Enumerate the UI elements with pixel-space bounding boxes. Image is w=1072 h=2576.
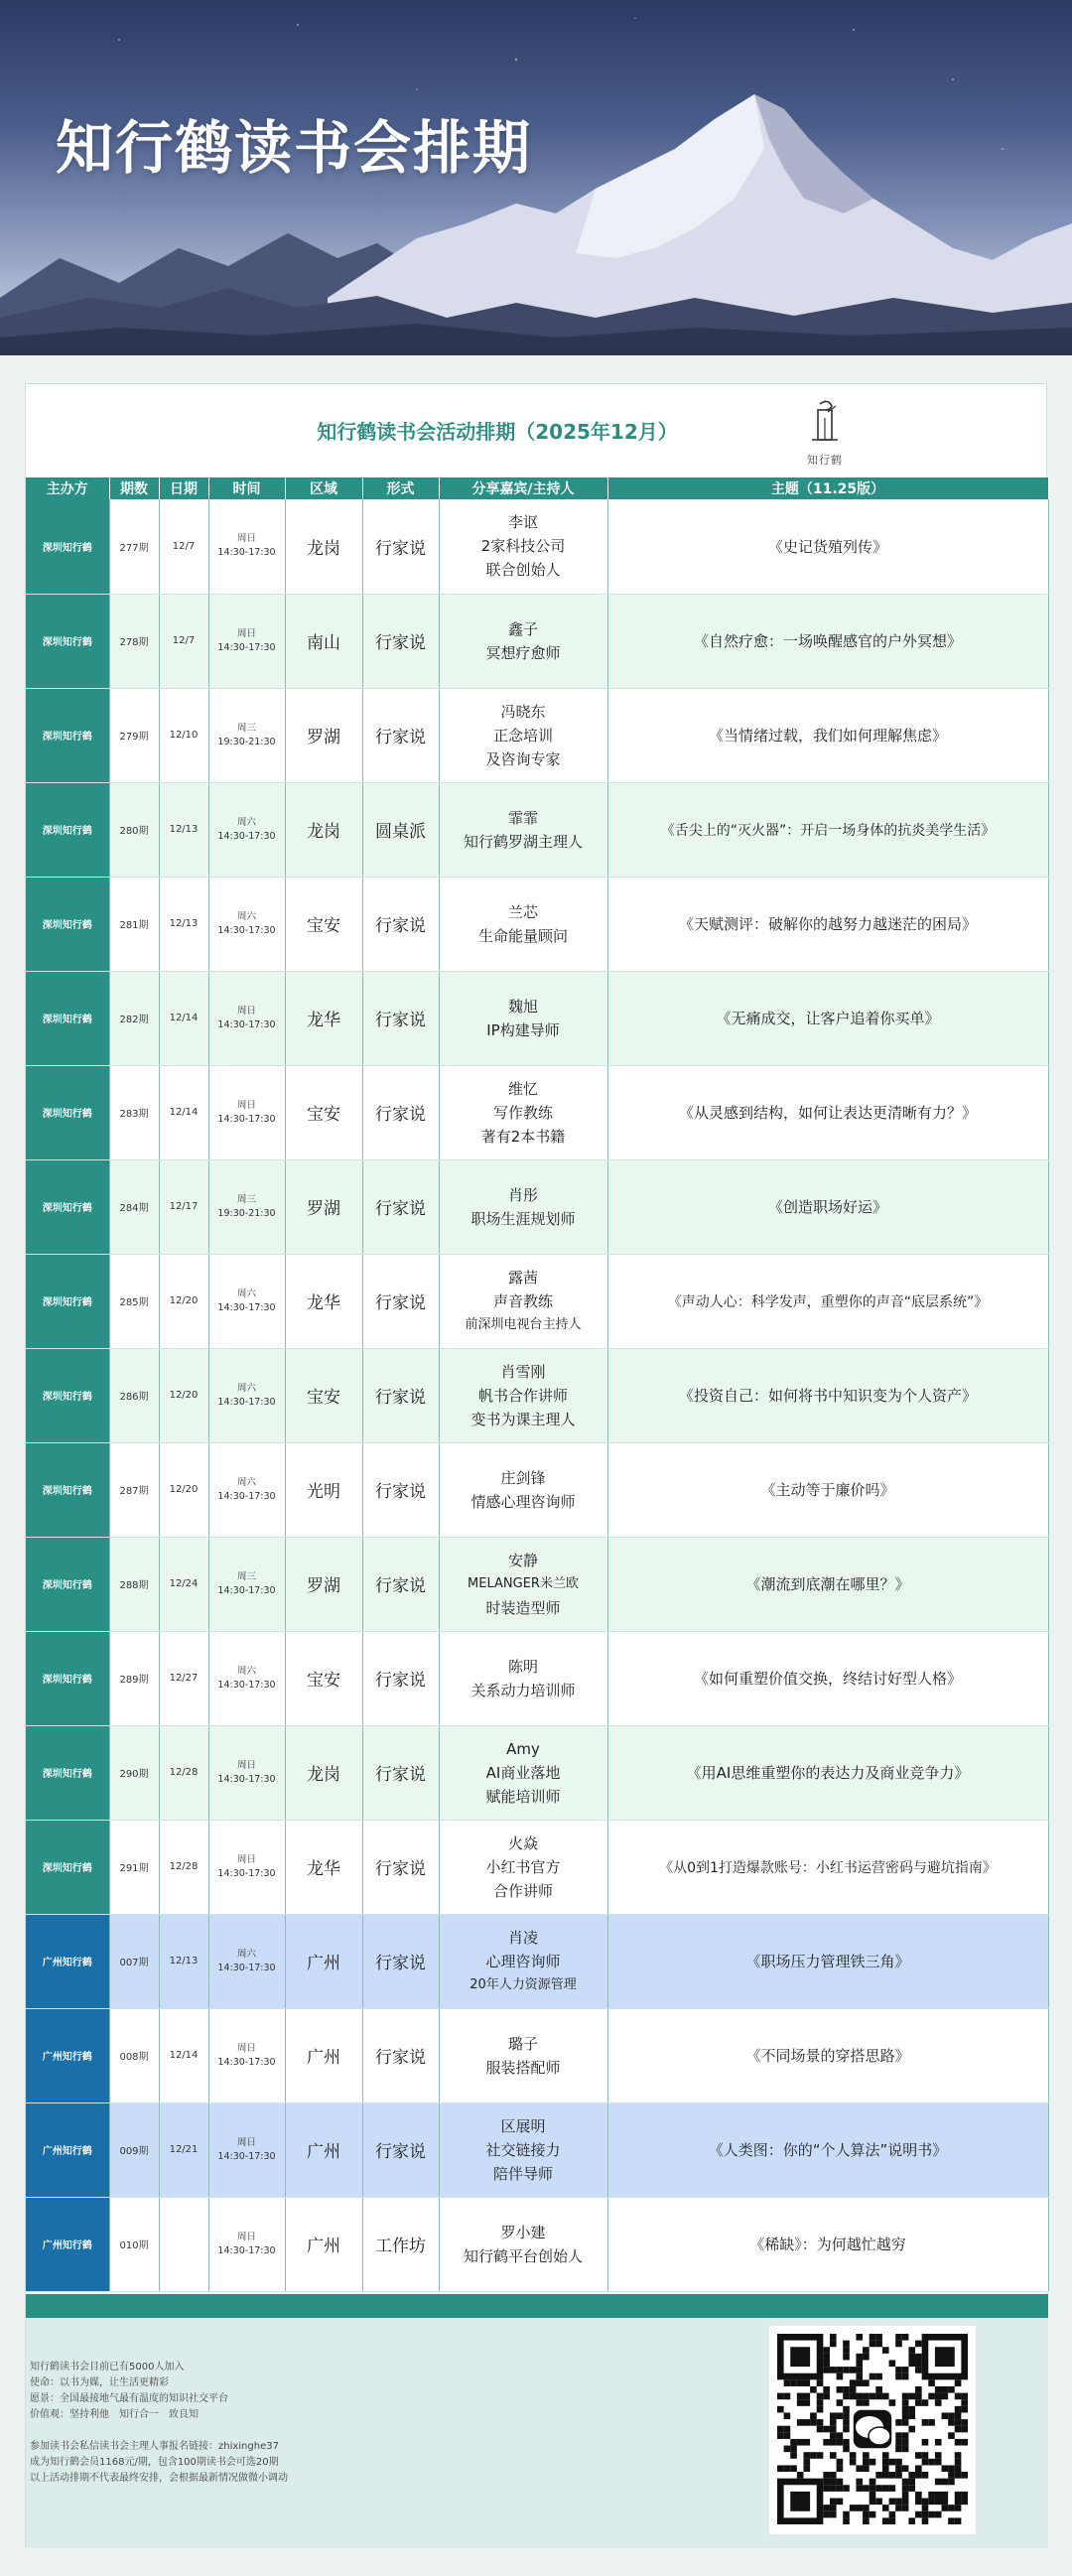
time-range: 14:30-17:30: [217, 1584, 276, 1596]
format-cell: 行家说: [362, 1348, 439, 1442]
organizer-cell: 深圳知行鹤: [26, 1254, 109, 1348]
weekday: 周日: [236, 1005, 256, 1017]
topic-cell: 《投资自己：如何将书中知识变为个人资产》: [607, 1348, 1048, 1442]
table-row: [26, 594, 1048, 688]
topic-cell: 《从0到1打造爆款账号：小红书运营密码与避坑指南》: [607, 1820, 1048, 1914]
area-cell: 广州: [285, 2008, 362, 2102]
guest-title: 声音教练: [492, 1291, 553, 1310]
organizer-cell: 深圳知行鹤: [26, 1725, 109, 1820]
organizer-cell: 广州知行鹤: [26, 2102, 109, 2197]
weekday: 周日: [236, 2136, 256, 2148]
footer-line: 愿景：全国最接地气最有温度的知识社交平台: [30, 2393, 228, 2404]
topic-cell: 《如何重塑价值交换，终结讨好型人格》: [607, 1631, 1048, 1725]
footer-line: 以上活动排期不代表最终安排，会根据最新情况做微小调动: [30, 2473, 288, 2484]
format-cell: 行家说: [362, 2102, 439, 2197]
guest-cell: [439, 971, 607, 1065]
time-cell: [208, 688, 285, 782]
topic-cell: 《舌尖上的“灭火器”：开启一场身体的抗炎美学生活》: [607, 782, 1048, 877]
footer-line: [30, 2423, 288, 2439]
wechat-icon: [854, 2410, 891, 2448]
area-cell: 广州: [285, 1914, 362, 2008]
format-cell: 行家说: [362, 688, 439, 782]
date-cell: 12/13: [159, 782, 208, 877]
issue-cell: 008期: [109, 2008, 159, 2102]
guest-name: 陈明: [507, 1657, 538, 1676]
guest-title: 正念培训: [492, 726, 553, 745]
date-cell: 12/7: [159, 594, 208, 688]
area-cell: 广州: [285, 2102, 362, 2197]
guest-cell: [439, 594, 607, 688]
organizer-cell: 深圳知行鹤: [26, 688, 109, 782]
weekday: 周六: [236, 1948, 256, 1960]
guest-cell: [439, 499, 607, 594]
date-cell: 12/24: [159, 1537, 208, 1631]
guest-title: 情感心理咨询师: [470, 1492, 576, 1511]
area-cell: 龙岗: [285, 782, 362, 877]
guest-cell: [439, 1914, 607, 2008]
date-cell: 12/20: [159, 1348, 208, 1442]
time-range: 14:30-17:30: [217, 1679, 276, 1691]
organizer-cell: 深圳知行鹤: [26, 877, 109, 971]
weekday: 周六: [236, 1665, 256, 1677]
weekday: 周三: [236, 1570, 256, 1582]
date-cell: 12/21: [159, 2102, 208, 2197]
issue-cell: 277期: [109, 499, 159, 594]
topic-cell: 《无痛成交，让客户追着你买单》: [607, 971, 1048, 1065]
weekday: 周日: [236, 627, 256, 639]
date-cell: 12/14: [159, 2008, 208, 2102]
organizer-cell: 深圳知行鹤: [26, 1820, 109, 1914]
date-cell: 12/20: [159, 1442, 208, 1537]
guest-name: 冯晓东: [500, 702, 546, 721]
area-cell: 龙岗: [285, 499, 362, 594]
organizer-cell: 深圳知行鹤: [26, 499, 109, 594]
format-cell: 行家说: [362, 1820, 439, 1914]
guest-cell: [439, 1065, 607, 1159]
guest-name: 肖雪刚: [500, 1362, 546, 1381]
table-row: [26, 877, 1048, 971]
time-cell: [208, 594, 285, 688]
guest-cell: [439, 877, 607, 971]
issue-cell: 281期: [109, 877, 159, 971]
organizer-cell: 深圳知行鹤: [26, 971, 109, 1065]
guest-title: 著有2本书籍: [480, 1127, 566, 1146]
guest-title: 时装造型师: [485, 1598, 561, 1617]
weekday: 周日: [236, 1099, 256, 1111]
time-cell: [208, 1820, 285, 1914]
format-cell: 行家说: [362, 1914, 439, 2008]
area-cell: 宝安: [285, 877, 362, 971]
topic-cell: 《从灵感到结构，如何让表达更清晰有力？》: [607, 1065, 1048, 1159]
time-cell: [208, 877, 285, 971]
issue-cell: 285期: [109, 1254, 159, 1348]
weekday: 周三: [236, 722, 256, 734]
weekday: 周六: [236, 816, 256, 828]
format-cell: 行家说: [362, 971, 439, 1065]
guest-title: 20年人力资源管理: [469, 1976, 577, 1992]
table-header-row: [26, 477, 1048, 499]
topic-cell: 《职场压力管理铁三角》: [607, 1914, 1048, 2008]
footer-line: 成为知行鹤会员1168元/期，包含100期读书会可选20期: [30, 2457, 279, 2468]
time-cell: [208, 1348, 285, 1442]
time-range: 14:30-17:30: [217, 1773, 276, 1785]
guest-title: 变书为课主理人: [470, 1410, 576, 1428]
footer-line: 知行鹤读书会目前已有5000人加入: [30, 2362, 185, 2373]
guest-name: 火焱: [507, 1833, 538, 1852]
guest-cell: [439, 688, 607, 782]
guest-name: 鑫子: [507, 619, 538, 638]
date-cell: 12/7: [159, 499, 208, 594]
time-range: 14:30-17:30: [217, 1018, 276, 1030]
guest-title: 及咨询专家: [485, 749, 561, 768]
issue-cell: 007期: [109, 1914, 159, 2008]
guest-cell: [439, 1820, 607, 1914]
guest-cell: [439, 1631, 607, 1725]
hero-banner: [0, 0, 1072, 355]
topic-cell: 《用AI思维重塑你的表达力及商业竞争力》: [607, 1725, 1048, 1820]
weekday: 周六: [236, 1382, 256, 1394]
guest-title: 生命能量顾问: [477, 926, 568, 945]
guest-title: IP构建导师: [486, 1020, 560, 1039]
format-cell: 行家说: [362, 499, 439, 594]
guest-cell: [439, 2197, 607, 2291]
time-range: 14:30-17:30: [217, 830, 276, 842]
guest-cell: [439, 1725, 607, 1820]
guest-title: 联合创始人: [485, 561, 561, 580]
topic-cell: 《天赋测评：破解你的越努力越迷茫的困局》: [607, 877, 1048, 971]
guest-title: MELANGER米兰欧: [468, 1575, 579, 1591]
topic-cell: 《声动人心：科学发声，重塑你的声音“底层系统”》: [607, 1254, 1048, 1348]
footer-line: 使命：以书为媒，让生活更精彩: [30, 2377, 169, 2388]
guest-name: 肖彤: [507, 1185, 538, 1204]
guest-title: 2家科技公司: [480, 537, 566, 556]
organizer-cell: 深圳知行鹤: [26, 1348, 109, 1442]
issue-cell: 289期: [109, 1631, 159, 1725]
guest-title: 心理咨询师: [485, 1952, 561, 1970]
topic-cell: 《潮流到底潮在哪里？》: [607, 1537, 1048, 1631]
card-header: [26, 384, 1048, 477]
date-cell: 12/13: [159, 877, 208, 971]
guest-name: 兰芯: [507, 902, 538, 921]
table-row: [26, 782, 1048, 877]
time-cell: [208, 1631, 285, 1725]
guest-cell: [439, 1442, 607, 1537]
issue-cell: 291期: [109, 1820, 159, 1914]
issue-cell: 280期: [109, 782, 159, 877]
area-cell: 罗湖: [285, 1159, 362, 1254]
date-cell: 12/28: [159, 1725, 208, 1820]
area-cell: 龙岗: [285, 1725, 362, 1820]
area-cell: 龙华: [285, 1254, 362, 1348]
time-range: 14:30-17:30: [217, 641, 276, 653]
time-range: 19:30-21:30: [217, 736, 276, 747]
guest-title: 冥想疗愈师: [485, 643, 561, 662]
table-row: [26, 1442, 1048, 1537]
table-row: [26, 2102, 1048, 2197]
table-bottom-bar: [26, 2294, 1048, 2318]
guest-title: 帆书合作讲师: [477, 1386, 568, 1405]
guest-title: 社交链接力: [485, 2140, 561, 2159]
date-cell: 12/14: [159, 971, 208, 1065]
guest-title: 关系动力培训师: [470, 1681, 576, 1699]
guest-name: 露茜: [507, 1268, 538, 1287]
header-date: 日期: [159, 477, 208, 499]
topic-cell: 《人类图：你的“个人算法”说明书》: [607, 2102, 1048, 2197]
guest-name: 璐子: [507, 2034, 538, 2053]
guest-title: 知行鹤罗湖主理人: [463, 832, 583, 851]
header-guest: 分享嘉宾/主持人: [439, 477, 607, 499]
weekday: 周日: [236, 533, 256, 545]
issue-cell: 290期: [109, 1725, 159, 1820]
time-cell: [208, 1159, 285, 1254]
header-area: 区域: [285, 477, 362, 499]
format-cell: 行家说: [362, 1065, 439, 1159]
time-range: 19:30-21:30: [217, 1207, 276, 1219]
table-row: [26, 499, 1048, 594]
guest-title: 写作教练: [492, 1103, 553, 1122]
qr-code-image: [777, 2334, 968, 2526]
table-body: [26, 499, 1048, 2291]
format-cell: 行家说: [362, 594, 439, 688]
guest-title: 赋能培训师: [485, 1787, 561, 1806]
time-range: 14:30-17:30: [217, 2056, 276, 2068]
schedule-card: [25, 383, 1047, 2547]
topic-cell: 《当情绪过载，我们如何理解焦虑》: [607, 688, 1048, 782]
time-range: 14:30-17:30: [217, 1396, 276, 1408]
weekday: 周六: [236, 1476, 256, 1488]
header-time: 时间: [208, 477, 285, 499]
area-cell: 龙华: [285, 971, 362, 1065]
table-row: [26, 1065, 1048, 1159]
guest-cell: [439, 2102, 607, 2197]
guest-cell: [439, 782, 607, 877]
guest-title: AI商业落地: [485, 1763, 561, 1782]
guest-name: 安静: [507, 1551, 538, 1569]
date-cell: [159, 2197, 208, 2291]
organizer-cell: 深圳知行鹤: [26, 1537, 109, 1631]
weekday: 周三: [236, 1193, 256, 1205]
table-row: [26, 2008, 1048, 2102]
guest-title: 服装搭配师: [485, 2058, 561, 2077]
table-row: [26, 1820, 1048, 1914]
guest-title: 陪伴导师: [492, 2164, 553, 2183]
time-range: 14:30-17:30: [217, 2244, 276, 2256]
guest-name: 霏霏: [507, 808, 538, 827]
table-row: [26, 688, 1048, 782]
area-cell: 南山: [285, 594, 362, 688]
time-cell: [208, 1254, 285, 1348]
format-cell: 工作坊: [362, 2197, 439, 2291]
topic-cell: 《主动等于廉价吗》: [607, 1442, 1048, 1537]
topic-cell: 《不同场景的穿搭思路》: [607, 2008, 1048, 2102]
guest-cell: [439, 1254, 607, 1348]
organizer-cell: 深圳知行鹤: [26, 1065, 109, 1159]
schedule-table: [26, 477, 1049, 2292]
guest-name: 罗小建: [500, 2223, 546, 2241]
guest-title: 职场生涯规划师: [470, 1209, 576, 1228]
table-row: [26, 1725, 1048, 1820]
qr-code[interactable]: [769, 2326, 976, 2534]
date-cell: 12/27: [159, 1631, 208, 1725]
guest-title: 小红书官方: [485, 1857, 561, 1876]
issue-cell: 287期: [109, 1442, 159, 1537]
weekday: 周六: [236, 1288, 256, 1299]
format-cell: 行家说: [362, 1725, 439, 1820]
date-cell: 12/17: [159, 1159, 208, 1254]
format-cell: 行家说: [362, 1442, 439, 1537]
organizer-cell: 广州知行鹤: [26, 2197, 109, 2291]
time-cell: [208, 2008, 285, 2102]
logo-text: 知行鹤: [807, 454, 843, 467]
table-row: [26, 2197, 1048, 2291]
time-range: 14:30-17:30: [217, 924, 276, 936]
organizer-cell: 广州知行鹤: [26, 1914, 109, 2008]
crane-logo: [790, 396, 860, 468]
guest-name: Amy: [506, 1739, 540, 1758]
time-range: 14:30-17:30: [217, 1962, 276, 1973]
guest-name: 庄剑锋: [500, 1468, 546, 1487]
issue-cell: 009期: [109, 2102, 159, 2197]
guest-cell: [439, 1537, 607, 1631]
crane-icon: [790, 396, 860, 452]
area-cell: 宝安: [285, 1631, 362, 1725]
topic-cell: 《稀缺》：为何越忙越穷: [607, 2197, 1048, 2291]
time-range: 14:30-17:30: [217, 2150, 276, 2162]
format-cell: 行家说: [362, 1159, 439, 1254]
time-range: 14:30-17:30: [217, 1867, 276, 1879]
date-cell: 12/20: [159, 1254, 208, 1348]
issue-cell: 284期: [109, 1159, 159, 1254]
issue-cell: 010期: [109, 2197, 159, 2291]
area-cell: 宝安: [285, 1348, 362, 1442]
guest-name: 区展明: [500, 2116, 546, 2135]
date-cell: 12/14: [159, 1065, 208, 1159]
organizer-cell: 深圳知行鹤: [26, 594, 109, 688]
guest-cell: [439, 2008, 607, 2102]
organizer-cell: 深圳知行鹤: [26, 1159, 109, 1254]
area-cell: 龙华: [285, 1820, 362, 1914]
issue-cell: 279期: [109, 688, 159, 782]
table-row: [26, 1348, 1048, 1442]
table-row: [26, 1159, 1048, 1254]
weekday: 周日: [236, 2042, 256, 2054]
format-cell: 行家说: [362, 2008, 439, 2102]
topic-cell: 《史记货殖列传》: [607, 499, 1048, 594]
table-row: [26, 1537, 1048, 1631]
format-cell: 行家说: [362, 1537, 439, 1631]
table-row: [26, 1254, 1048, 1348]
date-cell: 12/10: [159, 688, 208, 782]
time-range: 14:30-17:30: [217, 1113, 276, 1125]
organizer-cell: 广州知行鹤: [26, 2008, 109, 2102]
organizer-cell: 深圳知行鹤: [26, 1442, 109, 1537]
table-row: [26, 971, 1048, 1065]
header-issue: 期数: [109, 477, 159, 499]
time-cell: [208, 782, 285, 877]
time-cell: [208, 1914, 285, 2008]
time-cell: [208, 1537, 285, 1631]
topic-cell: 《自然疗愈：一场唤醒感官的户外冥想》: [607, 594, 1048, 688]
issue-cell: 282期: [109, 971, 159, 1065]
header-topic: 主题（11.25版）: [607, 477, 1048, 499]
footer-line: 参加读书会私信读书会主理人事报名链接：zhixinghe37: [30, 2441, 279, 2452]
guest-name: 肖凌: [507, 1928, 538, 1947]
area-cell: 宝安: [285, 1065, 362, 1159]
area-cell: 罗湖: [285, 688, 362, 782]
time-cell: [208, 2197, 285, 2291]
weekday: 周日: [236, 2231, 256, 2242]
issue-cell: 286期: [109, 1348, 159, 1442]
table-row: [26, 1631, 1048, 1725]
area-cell: 罗湖: [285, 1537, 362, 1631]
time-cell: [208, 1065, 285, 1159]
weekday: 周日: [236, 1759, 256, 1771]
area-cell: 光明: [285, 1442, 362, 1537]
time-cell: [208, 971, 285, 1065]
issue-cell: 288期: [109, 1537, 159, 1631]
date-cell: 12/13: [159, 1914, 208, 2008]
guest-name: 维忆: [507, 1079, 538, 1098]
organizer-cell: 深圳知行鹤: [26, 1631, 109, 1725]
format-cell: 圆桌派: [362, 782, 439, 877]
time-cell: [208, 1442, 285, 1537]
guest-cell: [439, 1348, 607, 1442]
footer-info: [30, 2360, 288, 2487]
guest-title: 前深圳电视台主持人: [465, 1316, 582, 1332]
time-cell: [208, 499, 285, 594]
guest-title: 知行鹤平台创始人: [463, 2246, 583, 2265]
guest-name: 魏旭: [507, 997, 538, 1016]
time-range: 14:30-17:30: [217, 1490, 276, 1502]
weekday: 周日: [236, 1853, 256, 1865]
issue-cell: 278期: [109, 594, 159, 688]
header-format: 形式: [362, 477, 439, 499]
footer: [26, 2318, 1048, 2548]
weekday: 周六: [236, 910, 256, 922]
table-row: [26, 1914, 1048, 2008]
banner-title: 知行鹤读书会排期: [56, 114, 533, 182]
time-cell: [208, 2102, 285, 2197]
guest-cell: [439, 1159, 607, 1254]
format-cell: 行家说: [362, 1631, 439, 1725]
time-cell: [208, 1725, 285, 1820]
format-cell: 行家说: [362, 877, 439, 971]
time-range: 14:30-17:30: [217, 547, 276, 559]
header-organizer: 主办方: [26, 477, 109, 499]
footer-line: 价值观：坚持利他 知行合一 致良知: [30, 2409, 199, 2420]
organizer-cell: 深圳知行鹤: [26, 782, 109, 877]
date-cell: 12/28: [159, 1820, 208, 1914]
issue-cell: 283期: [109, 1065, 159, 1159]
time-range: 14:30-17:30: [217, 1301, 276, 1313]
guest-title: 合作讲师: [492, 1881, 553, 1900]
format-cell: 行家说: [362, 1254, 439, 1348]
guest-name: 李讴: [507, 513, 538, 532]
area-cell: 广州: [285, 2197, 362, 2291]
card-title: 知行鹤读书会活动排期（2025年12月）: [317, 420, 678, 444]
topic-cell: 《创造职场好运》: [607, 1159, 1048, 1254]
